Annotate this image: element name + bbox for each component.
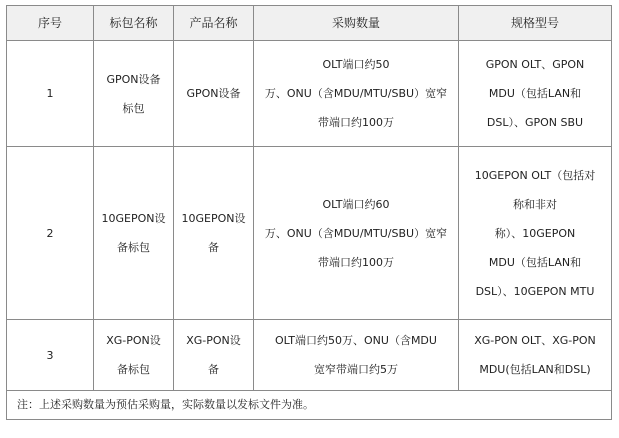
- cell-quantity: [254, 41, 459, 147]
- cell-line: 备标包: [117, 241, 150, 254]
- table-row: [7, 320, 612, 391]
- cell-line: GPON OLT、GPON: [485, 58, 585, 71]
- cell-no: 2: [7, 147, 94, 320]
- cell-product: [174, 147, 254, 320]
- cell-line: OLT端口约60: [322, 197, 390, 211]
- table-row: [7, 41, 612, 147]
- cell-product: [174, 41, 254, 147]
- cell-line: 10GEPON设: [181, 212, 246, 225]
- cell-package: [94, 320, 174, 391]
- cell-line: 万、ONU（含MDU/MTU/SBU）宽窄: [264, 226, 448, 240]
- cell-line: MDU（包括LAN和: [488, 87, 582, 100]
- cell-line: XG-PON设: [186, 334, 241, 347]
- cell-line: MDU(包括LAN和DSL): [479, 363, 591, 376]
- cell-line: XG-PON设: [106, 334, 161, 347]
- cell-line: 带端口约100万: [318, 255, 394, 269]
- cell-line: 称和非对: [513, 197, 557, 211]
- cell-line: 标包: [122, 101, 145, 115]
- cell-line: DSL）、GPON SBU: [486, 116, 584, 129]
- cell-line: 称）、10GEPON: [494, 226, 576, 240]
- table-note: 注：上述采购数量为预估采购量，实际数量以发标文件为准。: [7, 391, 612, 420]
- cell-no: 3: [7, 320, 94, 391]
- cell-quantity: [254, 147, 459, 320]
- cell-spec: [459, 41, 612, 147]
- header-package: 标包名称: [94, 6, 174, 41]
- cell-line: 备: [208, 363, 219, 376]
- cell-line: 10GEPON OLT（包括对: [474, 168, 596, 182]
- cell-line: 10GEPON设: [101, 212, 166, 225]
- cell-spec: [459, 147, 612, 320]
- cell-line: GPON设备: [186, 87, 241, 100]
- note-row: [7, 391, 612, 420]
- cell-line: 带端口约100万: [318, 116, 394, 129]
- procurement-table: [6, 5, 612, 420]
- table-row: [7, 147, 612, 320]
- cell-line: 备: [208, 241, 219, 254]
- header-product: 产品名称: [174, 6, 254, 41]
- header-spec: 规格型号: [459, 6, 612, 41]
- cell-line: GPON设备: [106, 72, 161, 86]
- cell-line: OLT端口约50: [322, 58, 390, 71]
- cell-line: XG-PON OLT、XG-PON: [474, 334, 596, 347]
- cell-line: DSL）、10GEPON MTU: [475, 284, 595, 298]
- header-row: [7, 6, 612, 41]
- cell-quantity: [254, 320, 459, 391]
- cell-line: 万、ONU（含MDU/MTU/SBU）宽窄: [264, 87, 448, 100]
- cell-line: OLT端口约50万、ONU（含MDU: [275, 334, 437, 347]
- cell-line: MDU（包括LAN和: [488, 255, 582, 269]
- cell-package: [94, 147, 174, 320]
- header-no: 序号: [7, 6, 94, 41]
- cell-product: [174, 320, 254, 391]
- cell-spec: [459, 320, 612, 391]
- header-quantity: 采购数量: [254, 6, 459, 41]
- cell-line: 宽窄带端口约5万: [314, 363, 398, 376]
- cell-line: 备标包: [117, 363, 150, 376]
- cell-no: 1: [7, 41, 94, 147]
- cell-package: [94, 41, 174, 147]
